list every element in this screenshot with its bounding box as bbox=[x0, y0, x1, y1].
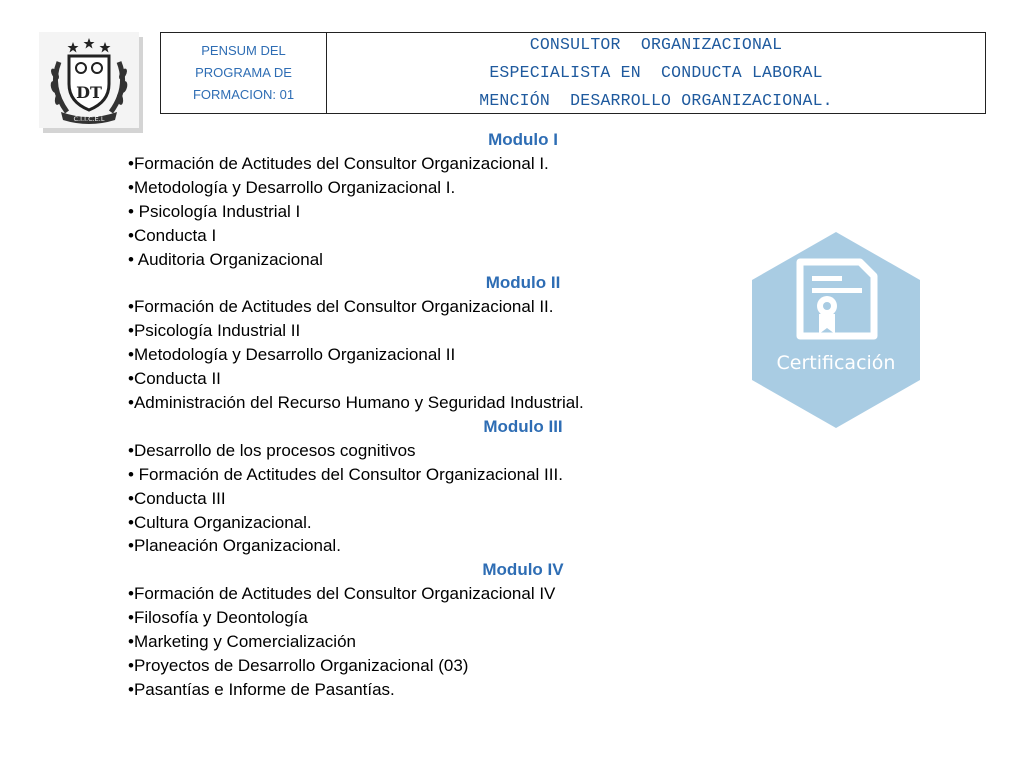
module-item: • Formación de Actitudes del Consultor Organizacional III. bbox=[128, 464, 563, 484]
pensum-cell bbox=[161, 33, 327, 113]
module-item: •Conducta II bbox=[128, 369, 221, 389]
module-item: •Filosofía y Deontología bbox=[128, 608, 308, 628]
logo-emblem-icon bbox=[39, 32, 139, 128]
module-title: Modulo I bbox=[488, 130, 558, 149]
module-item: • Psicología Industrial I bbox=[128, 201, 301, 221]
module-list bbox=[128, 128, 718, 702]
module-item: •Desarrollo de los procesos cognitivos bbox=[128, 440, 416, 460]
module-item: •Conducta III bbox=[128, 488, 226, 508]
program-title-line: CONSULTOR ORGANIZACIONAL bbox=[529, 35, 783, 54]
pensum-line: PENSUM DEL bbox=[201, 43, 286, 58]
module-item: •Formación de Actitudes del Consultor Organizacional IV bbox=[128, 584, 556, 604]
pensum-line: FORMACION: 01 bbox=[192, 87, 295, 102]
pensum-line: PROGRAMA DE bbox=[195, 65, 292, 80]
module-item: •Proyectos de Desarrollo Organizacional (03) bbox=[128, 655, 469, 675]
module-item: •Formación de Actitudes del Consultor Organizacional I. bbox=[128, 153, 549, 173]
module-item: • Auditoria Organizacional bbox=[128, 249, 323, 269]
module-title: Modulo III bbox=[483, 416, 563, 436]
program-title-line: MENCIÓN DESARROLLO ORGANIZACIONAL. bbox=[479, 91, 833, 110]
program-title-line: ESPECIALISTA EN CONDUCTA LABORAL bbox=[489, 63, 823, 82]
certificate-icon bbox=[748, 230, 924, 430]
module-item: •Metodología y Desarrollo Organizacional I. bbox=[128, 177, 456, 197]
module-item: •Metodología y Desarrollo Organizacional II bbox=[128, 345, 456, 365]
certification-badge bbox=[748, 230, 924, 430]
institution-logo bbox=[39, 32, 139, 128]
header-table bbox=[160, 32, 986, 114]
module-item: •Marketing y Comercialización bbox=[128, 632, 356, 652]
certification-label: Certificación bbox=[776, 352, 896, 374]
program-title-cell bbox=[327, 33, 985, 113]
module-item: •Formación de Actitudes del Consultor Organizacional II. bbox=[128, 297, 554, 317]
logo-initials: DT bbox=[76, 83, 102, 102]
module-item: •Psicología Industrial II bbox=[128, 321, 301, 341]
module-item: •Pasantías e Informe de Pasantías. bbox=[128, 679, 395, 699]
module-item: •Cultura Organizacional. bbox=[128, 512, 312, 532]
module-title: Modulo II bbox=[485, 273, 561, 293]
module-item: •Planeación Organizacional. bbox=[128, 536, 341, 556]
module-item: •Administración del Recurso Humano y Seguridad Industrial. bbox=[128, 392, 584, 412]
module-item: •Conducta I bbox=[128, 225, 217, 245]
logo-text: C.I.I.C.E.L bbox=[73, 115, 105, 123]
module-title: Modulo IV bbox=[482, 560, 564, 580]
